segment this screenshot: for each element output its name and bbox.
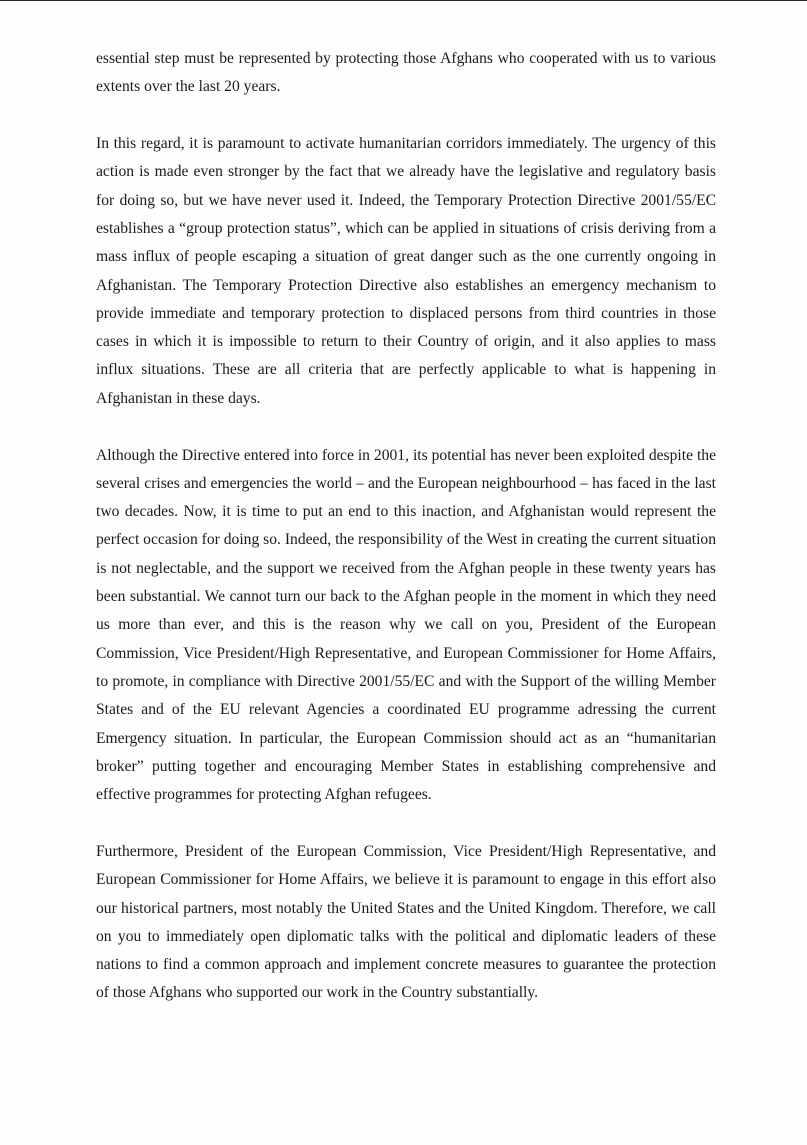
paragraph-directive-inaction: Although the Directive entered into force in 2001, its potential has never been exploited despite the several crises and emergencies the world – and the European neighbourhood – has faced in the last two decades. Now, it is time to put an end to this inaction, and Afghanistan would represent the perfect occasion for doing so. Indeed, the responsibility of the West in creating the current situation is not neglectable, and the support we received from the Afghan people in these twenty years has been substantial. We cannot turn our back to the Afghan people in the moment in which they need us more than ever, and this is the reason why we call on you, President of the European Commission, Vice President/High Representative, and European Commissioner for Home Affairs, to promote, in compliance with Directive 2001/55/EC and with the Support of the willing Member States and of the EU relevant Agencies a coordinated EU programme adressing the current Emergency situation. In particular, the European Commission should act as an “humanitarian broker” putting together and encouraging Member States in establishing comprehensive and effective programmes for protecting Afghan refugees. [96,446,716,804]
paragraph-humanitarian-corridors: In this regard, it is paramount to activate humanitarian corridors immediately. The urgency of this action is made even stronger by the fact that we already have the legislative and regulatory basis for doing so, but we have never used it. Indeed, the Temporary Protection Directive 2001/55/EC establishes a “group protection status”, which can be applied in situations of crisis deriving from a mass influx of people escaping a situation of great danger such as the one currently ongoing in Afghanistan. The Temporary Protection Directive also establishes an emergency mechanism to provide immediate and temporary protection to displaced persons from third countries in those cases in which it is impossible to return to their Country of origin, and it also applies to mass influx situations. These are all criteria that are perfectly applicable to what is happening in Afghanistan in these days. [96,135,716,407]
paragraph-continuation: essential step must be represented by protecting those Afghans who cooperated with us to various extents over the last 20 years. [96,50,716,96]
paragraph-historical-partners: Furthermore, President of the European Commission, Vice President/High Representative, and European Commissioner for Home Affairs, we believe it is paramount to engage in this effort also our historical partners, most notably the United States and the United Kingdom. Therefore, we call on you to immediately open diplomatic talks with the political and diplomatic leaders of these nations to find a common approach and implement concrete measures to guarantee the protection of those Afghans who supported our work in the Country substantially. [96,842,716,1002]
letter-body [96,45,716,1008]
